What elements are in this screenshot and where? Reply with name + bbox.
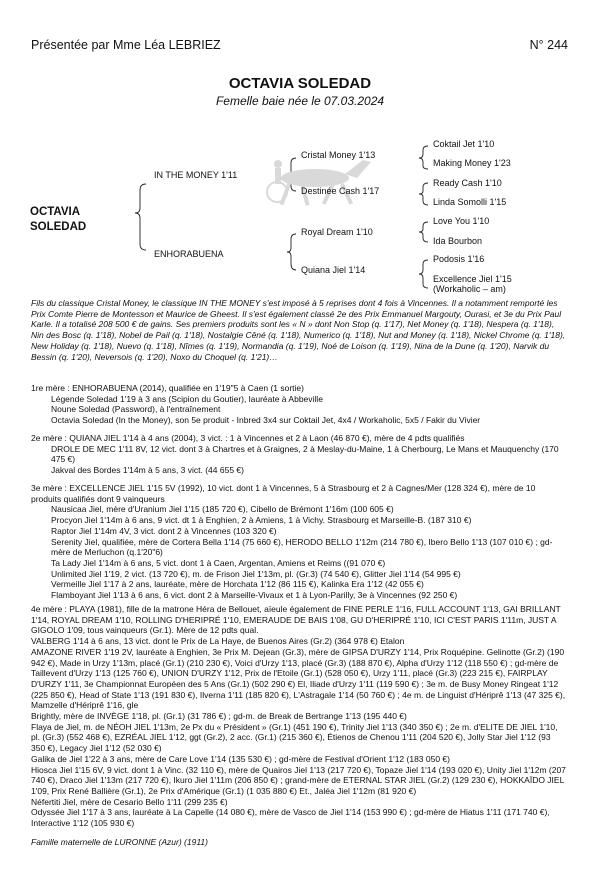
- third-dam-produce-6: Unlimited Jiel 1'19, 2 vict. (13 720 €), m. de Frison Jiel 1'13m, pl. (Gr.3) (74 540 €), Glitter Jiel 1'14 (54 995 €): [51, 568, 461, 579]
- pedigree-ddd: Excellence Jiel 1'15: [433, 274, 512, 284]
- second-dam-produce-1: DROLE DE MEC 1'11 8V, 12 vict. dont 3 à Chartres et à Graignes, 2 à Meslay-du-Maine, 1 à Cherbourg, Le Mans et Mauquenchy (170 475 €): [51, 443, 559, 465]
- third-dam-produce-8: Flamboyant Jiel 1'13 à 6 ans, 6 vict. dont 2 à Marseille-Vivaux et 1 à Lyon-Parilly, 3e à Vincennes (92 250 €): [51, 590, 458, 601]
- pedigree-horse-name-1: OCTAVIA: [30, 206, 81, 218]
- third-dam-produce-1: Nausicaa Jiel, mère d'Uranium Jiel 1'15 (185 720 €), Cibello de Brémont 1'16m (100 605 €): [51, 504, 394, 515]
- first-dam-section: [31, 383, 566, 426]
- fourth-dam-produce-1: VALBERG 1'14 à 6 ans, 13 vict. dont le Prix de La Haye, de Buenos Aires (Gr.2) (364 978 €) Etalon: [31, 636, 405, 647]
- first-dam-heading: 1re mère : ENHORABUENA (2014), qualifiée en 1'19"5 à Caen (1 sortie): [31, 383, 304, 393]
- second-dam-heading: 2e mère : QUIANA JIEL 1'14 à 4 ans (2004), 3 vict. : 1 à Vincennes et 2 à Laon (46 870 €), mère de 4 pdts qualifiés: [31, 433, 465, 443]
- fourth-dam-produce-8: Odyssée Jiel 1'17 à 3 ans, lauréate à La Capelle (14 080 €), mère de Vasco de Jiel 1'14 (153 990 €) ; gd-mère de Hiatus 1'11 (171 740 €), Interactive 1'12 (105 930 €): [31, 807, 550, 829]
- pedigree-sds: Ready Cash 1'10: [433, 178, 502, 188]
- third-dam-produce-5: Ta Lady Jiel 1'14m à 6 ans, 5 vict. dont 1 à Caen, Argentan, Amiens et Reims ((91 070 €): [51, 557, 386, 568]
- fourth-dam-produce-2: AMAZONE RIVER 1'19 2V, lauréate à Enghien, 3e Prix M. Dejean (Gr.3), mère de GIPSA D'URZY 1'14, Prix Roquépine. Gelinotte (Gr.2) (190 942 €), Made in Urzy 1'13m, placé (Gr.1) (210 230 €), Voici d'Urzy 1'13, placé (Gr.3) (188 870 €), Alpha d'Urzy 1'12 (118 550 €) ; gd-mère de Taillevent d'Urzy 1'13 (125 760 €), UNION D'URZY 1'12, Prix de l'Etoile (Gr.1) (528 050 €), Urzy 1'11, placé (Gr.3) (223 215 €), FAIRPLAY D'URZY 1'11, 3e Championnat Européen des 5 Ans (Gr.1) (502 290 €) El, Iliade d'Urzy 1'11 (119 590 €) ; 3e m. de Busy Money Ringeat 1'12 (225 850 €), Head of State 1'13 (191 830 €), Ilverna 1'11 (185 820 €), L'Astragale 1'14 (50 760 €) ; 4e m. de Linguist d'Hériprê 1'13 (47 325 €), Mamzelle d'Hériprê 1'16, gle: [31, 646, 566, 711]
- pedigree-ss: Cristal Money 1'13: [301, 150, 376, 160]
- lot-number: N° 244: [529, 38, 568, 52]
- second-dam-produce-2: Jakval des Bordes 1'14m à 5 ans, 3 vict. (44 655 €): [51, 465, 244, 476]
- maternal-family-footer: Famille maternelle de LURONNE (Azur) (1911): [31, 837, 208, 847]
- fourth-dam-produce-5: Galika de Jiel 1'22 à 3 ans, mère de Care Love 1'14 (135 530 €) ; gd-mère de Festival d'Orient 1'12 (183 050 €): [31, 753, 450, 764]
- pedigree-dss: Love You 1'10: [433, 216, 490, 226]
- pedigree-dd: Quiana Jiel 1'14: [301, 265, 366, 275]
- pedigree-dam: ENHORABUENA: [154, 249, 224, 259]
- third-dam-produce-3: Raptor Jiel 1'14m 4V, 3 vict. dont 2 à Vincennes (103 320 €): [51, 525, 277, 536]
- fourth-dam-heading: 4e mère : PLAYA (1981), fille de la matrone Héra de Bellouet, aïeule également de FINE PERLE 1'16, FULL ACCOUNT 1'13, GAI BRILLANT 1'14, ROYAL DREAM 1'10, ROLLING D'HERIPRÉ 1'10, EMERAUDE DE BAIS 1'08, GU D'HERIPRÉ 1'10, ICI C'EST PARIS 1'11m, JUST A GIGOLO 1'09, tous vainqueurs (Gr.1). Mère de 12 pdts qual.: [31, 604, 561, 636]
- horse-description: Femelle baie née le 07.03.2024: [215, 94, 385, 108]
- first-dam-produce-3: Octavia Soledad (In the Money), son 5e produit - Inbred 3x4 sur Coktail Jet, 4x4 / Workaholic, 5x5 / Fakir du Vivier: [51, 415, 481, 426]
- fourth-dam-produce-4: Flaya de Jiel, m. de NÉOH JIEL 1'13m, 2e Px du « Président » (Gr.1) (451 190 €), Trinity Jiel 1'13 (340 350 €) ; 2e m. d'ELITE DE JIEL 1'10, pl. (Gr.3) (552 468 €), EZRÉAL JIEL 1'12, ggt (Gr.2), 2 acc. (Gr.1) (215 360 €), Étienos de Chenou 1'11 (204 520 €), Jolly Star Jiel 1'12 (93 350 €), Legacy Jiel 1'12 (52 030 €): [31, 721, 558, 754]
- presenter-text: Présentée par Mme Léa LEBRIEZ: [31, 38, 221, 52]
- pedigree-sire: IN THE MONEY 1'11: [154, 170, 238, 180]
- third-dam-produce-7: Vermeille Jiel 1'17 à 2 ans, lauréate, mère de Horchata 1'12 (86 115 €), Kalinka Era 1'12 (42 055 €): [51, 579, 424, 590]
- pedigree-ssd: Making Money 1'23: [433, 158, 511, 168]
- third-dam-produce-2: Procyon Jiel 1'14m à 6 ans, 9 vict. dt 1 à Enghien, 2 à Amiens, 1 à Vichy. Strasbourg et Marseille-B. (187 310 €): [51, 515, 472, 526]
- sire-description: Fils du classique Cristal Money, le classique IN THE MONEY s'est imposé à 5 reprises dont 4 fois à Vincennes. Il a notamment remporté les Prix Comte Pierre de Montesson et Maurice de Gheest. Il s'est également classé 2e des Prix Emmanuel Margouty, Ourasi, et 3e du Prix Paul Karle. Il a totalisé 208 500 € de gains. Ses premiers produits sont les « N » dont Non Stop (q. 1'17), Net Money (q. 1'18), Nespera (q. 1'18), Nin des Bosc (q. 1'18), Nobel de Pail (q. 1'18), Nostalgie Cêné (q. 1'18), Numerico (q. 1'18), Nut and Money (q. 1'18), Nickel Chrome (q. 1'18), New Holiday (q. 1'18), Nuevo (q. 1'18), Nîmes (q. 1'19), Normandia (q. 1'19), Noé de Loison (q. 1'19), Nina de la Dune (q. 1'20), Narvik du Bessin (q. 1'20), Neversois (q. 1'20), Noxo du Choquel (q. 1'21)…: [31, 298, 566, 362]
- fourth-dam-produce-3: Brightly, mère de INVÈGE 1'18, pl. (Gr.1) (31 786 €) ; gd-m. de Break de Bertrange 1'13 (195 440 €): [31, 711, 407, 722]
- pedigree-horse-name-2: SOLEDAD: [30, 221, 87, 233]
- pedigree-sdd: Linda Somolli 1'15: [433, 197, 507, 207]
- first-dam-produce-1: Légende Soledad 1'19 à 3 ans (Scipion du Goutier), lauréate à Abbeville: [51, 393, 323, 404]
- second-dam-section: [31, 433, 566, 476]
- fourth-dam-section: [31, 604, 566, 829]
- pedigree-ds: Royal Dream 1'10: [301, 227, 373, 237]
- third-dam-section: [31, 483, 566, 601]
- fourth-dam-produce-7: Néfertiti Jiel, mère de Cesario Bello 1'11 (299 235 €): [31, 796, 228, 807]
- first-dam-produce-2: Noune Soledad (Password), à l'entraînement: [51, 404, 221, 415]
- pedigree-dsd: Ida Bourbon: [433, 236, 483, 246]
- horse-name-title: OCTAVIA SOLEDAD: [228, 75, 372, 92]
- pedigree-sss: Coktail Jet 1'10: [433, 139, 495, 149]
- fourth-dam-produce-6: Hiosca Jiel 1'15 6V, 9 vict. dont 1 à Vinc. (32 110 €), mère de Quairos Jiel 1'13 (217 720 €), Topaze Jiel 1'14 (193 020 €), Unity Jiel 1'12m (207 740 €), Draco Jiel 1'13m (217 720 €), Ikuro Jiel 1'11m (206 850 €) ; grand-mère de ETERNAL STAR JIEL (Gr.2) (129 230 €), HOKKAÏDO JIEL 1'09, Prix René Ballière (Gr.1), 2e Prix d'Amérique (Gr.1) (1 035 880 €) Et., Jaléa Jiel 1'12m (81 920 €): [31, 764, 566, 796]
- third-dam-heading: 3e mère : EXCELLENCE JIEL 1'15 5V (1992), 10 vict. dont 1 à Vincennes, 5 à Strasbourg et 2 à Cagnes/Mer (128 324 €), mère de 10 produits qualifiés dont 9 vainqueurs: [31, 483, 536, 504]
- pedigree-dds: Podosis 1'16: [433, 254, 485, 264]
- pedigree-sd: Destinée Cash 1'17: [301, 186, 380, 196]
- pedigree-ddd-note: (Workaholic – am): [433, 284, 506, 294]
- third-dam-produce-4: Serenity Jiel, qualifiée, mère de Cortera Bella 1'14 (75 660 €), HERODO BELLO 1'12m (214 780 €), Ibero Bello 1'13 (107 010 €) ; gd-mère de Merluchon (q.1'20"6): [51, 536, 553, 558]
